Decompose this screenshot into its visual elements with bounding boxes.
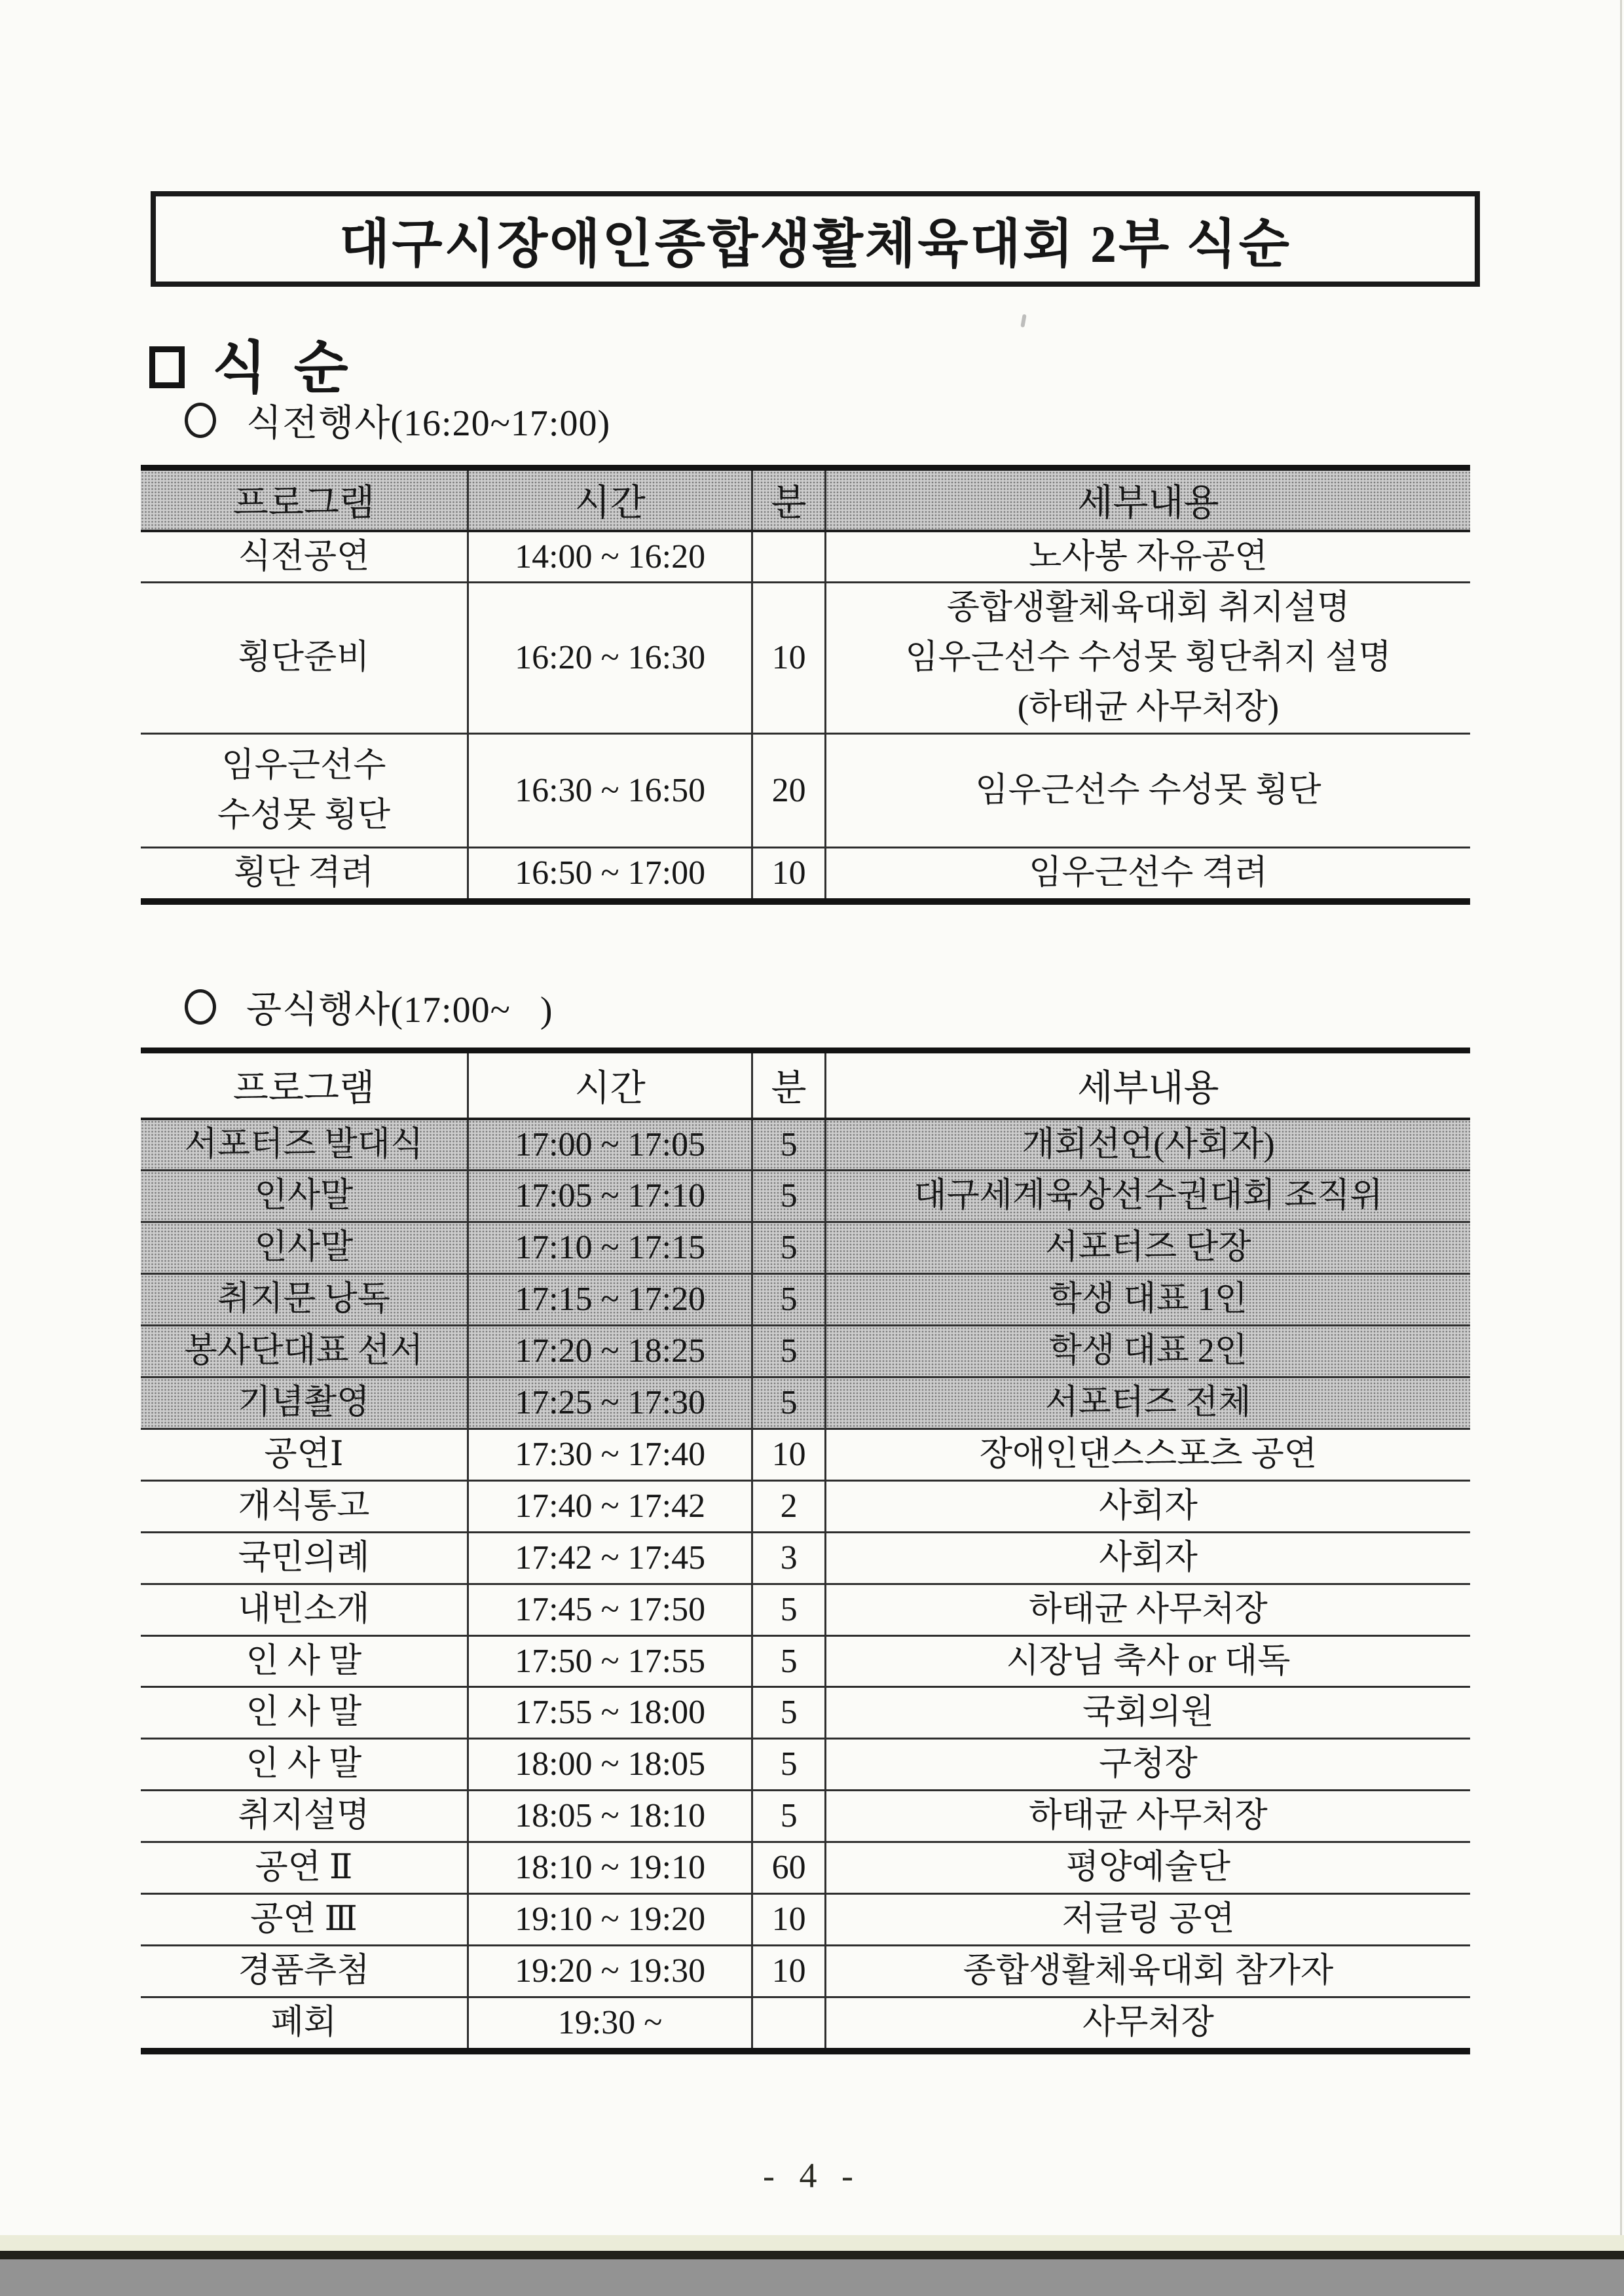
minutes-cell: 20 xyxy=(752,734,826,848)
minutes-cell: 5 xyxy=(752,1119,826,1171)
minutes-cell xyxy=(752,531,826,583)
title-box xyxy=(151,191,1480,287)
minutes-cell: 5 xyxy=(752,1222,826,1274)
minutes-cell: 2 xyxy=(752,1480,826,1532)
table-row xyxy=(141,734,1470,848)
program-cell: 국민의례 xyxy=(141,1532,468,1584)
program-cell: 임우근선수 수성못 횡단 xyxy=(141,734,468,848)
table-row xyxy=(141,1894,1470,1946)
program-cell: 폐회 xyxy=(270,2003,337,2041)
program-cell: 횡단 격려 xyxy=(233,854,374,892)
minutes-cell: 5 xyxy=(752,1687,826,1739)
column-header: 분 xyxy=(752,1051,826,1119)
table-row xyxy=(141,1171,1470,1222)
time-cell: 17:20 ~ 18:25 xyxy=(468,1326,752,1377)
detail-cell: 개회선언(사회자) xyxy=(825,1119,1470,1171)
program-cell: 공연 Ⅱ xyxy=(141,1842,468,1894)
time-cell: 16:50 ~ 17:00 xyxy=(468,848,752,902)
program-cell: 공연Ⅰ xyxy=(141,1429,468,1480)
table-row xyxy=(141,1842,1470,1894)
minutes-cell: 10 xyxy=(752,583,826,734)
column-header: 세부내용 xyxy=(825,468,1470,531)
program-cell: 서포터즈 발대식 xyxy=(141,1119,468,1171)
time-cell: 19:30 ~ xyxy=(468,1997,752,2050)
detail-cell: 시장님 축사 or 대독 xyxy=(825,1635,1470,1687)
program-cell: 기념촬영 xyxy=(141,1377,468,1429)
minutes-cell: 5 xyxy=(752,1739,826,1791)
time-cell: 17:40 ~ 17:42 xyxy=(468,1480,752,1532)
program-cell: 경품추첨 xyxy=(141,1946,468,1997)
table-row xyxy=(141,531,1470,583)
detail-cell: 저글링 공연 xyxy=(825,1894,1470,1946)
section-heading-siksun xyxy=(149,322,355,403)
minutes-cell xyxy=(752,1997,826,2050)
table-row xyxy=(141,1119,1470,1171)
detail-cell: 학생 대표 1인 xyxy=(825,1274,1470,1326)
subsection-heading-label: 식전행사(16:20~17:00) xyxy=(246,403,611,444)
detail-cell: 사회자 xyxy=(825,1480,1470,1532)
table-row xyxy=(141,1222,1470,1274)
detail-cell: 사회자 xyxy=(825,1532,1470,1584)
circle-bullet-icon xyxy=(185,989,216,1025)
program-cell: 공연 Ⅲ xyxy=(141,1894,468,1946)
table-row xyxy=(141,848,1470,902)
column-header: 세부내용 xyxy=(825,1051,1470,1119)
scan-speck-artifact xyxy=(1020,314,1026,328)
detail-cell: 종합생활체육대회 취지설명 임우근선수 수성못 횡단취지 설명 (하태균 사무처장) xyxy=(825,583,1470,734)
detail-cell: 하태균 사무처장 xyxy=(825,1791,1470,1842)
detail-cell: 구청장 xyxy=(825,1739,1470,1791)
scan-bottom-band-cream xyxy=(0,2235,1624,2251)
minutes-cell: 60 xyxy=(752,1842,826,1894)
detail-cell: 학생 대표 2인 xyxy=(825,1326,1470,1377)
time-cell: 16:30 ~ 16:50 xyxy=(468,734,752,848)
detail-cell: 사무처장 xyxy=(825,1997,1470,2050)
detail-cell: 서포터즈 단장 xyxy=(825,1222,1470,1274)
table-row xyxy=(141,1377,1470,1429)
minutes-cell: 10 xyxy=(752,1894,826,1946)
minutes-cell: 5 xyxy=(752,1635,826,1687)
table-row xyxy=(141,1480,1470,1532)
detail-cell: 장애인댄스스포츠 공연 xyxy=(825,1429,1470,1480)
minutes-cell: 10 xyxy=(752,1429,826,1480)
column-header: 시간 xyxy=(468,468,752,531)
time-cell: 16:20 ~ 16:30 xyxy=(468,583,752,734)
detail-cell: 국회의원 xyxy=(825,1687,1470,1739)
detail-cell: 평양예술단 xyxy=(825,1842,1470,1894)
table-row xyxy=(141,1532,1470,1584)
table-row xyxy=(141,1429,1470,1480)
program-cell: 인 사 말 xyxy=(141,1739,468,1791)
time-cell: 18:00 ~ 18:05 xyxy=(468,1739,752,1791)
time-cell: 17:05 ~ 17:10 xyxy=(468,1171,752,1222)
square-bullet-icon xyxy=(149,346,185,388)
minutes-cell: 5 xyxy=(752,1274,826,1326)
minutes-cell: 5 xyxy=(752,1326,826,1377)
program-cell: 취지설명 xyxy=(141,1791,468,1842)
program-cell: 횡단준비 xyxy=(141,583,468,734)
minutes-cell: 3 xyxy=(752,1532,826,1584)
time-cell: 17:45 ~ 17:50 xyxy=(468,1584,752,1635)
time-cell: 17:42 ~ 17:45 xyxy=(468,1532,752,1584)
circle-bullet-icon xyxy=(185,403,216,438)
time-cell: 19:10 ~ 19:20 xyxy=(468,1894,752,1946)
scan-bottom-band-dark xyxy=(0,2251,1624,2259)
subsection-heading-pre-event xyxy=(185,394,610,446)
time-cell: 18:05 ~ 18:10 xyxy=(468,1791,752,1842)
scan-bottom-band-gray xyxy=(0,2259,1624,2296)
header-row xyxy=(141,1051,1470,1119)
detail-cell: 임우근선수 격려 xyxy=(825,848,1470,902)
time-cell: 19:20 ~ 19:30 xyxy=(468,1946,752,1997)
time-cell: 17:50 ~ 17:55 xyxy=(468,1635,752,1687)
detail-cell: 종합생활체육대회 참가자 xyxy=(825,1946,1470,1997)
column-header: 시간 xyxy=(468,1051,752,1119)
detail-cell: 하태균 사무처장 xyxy=(825,1584,1470,1635)
table-row xyxy=(141,1946,1470,1997)
minutes-cell: 10 xyxy=(752,1946,826,1997)
section-heading-label: 식 순 xyxy=(212,337,355,399)
pre-event-schedule-table xyxy=(141,465,1470,905)
program-cell: 인 사 말 xyxy=(141,1687,468,1739)
table-row xyxy=(141,1997,1470,2050)
column-header: 프로그램 xyxy=(141,1051,468,1119)
subsection-heading-label: 공식행사(17:00~ ) xyxy=(246,990,553,1030)
program-cell: 개식통고 xyxy=(141,1480,468,1532)
detail-cell: 임우근선수 수성못 횡단 xyxy=(825,734,1470,848)
time-cell: 17:25 ~ 17:30 xyxy=(468,1377,752,1429)
time-cell: 17:10 ~ 17:15 xyxy=(468,1222,752,1274)
table-row xyxy=(141,1274,1470,1326)
program-cell: 봉사단대표 선서 xyxy=(141,1326,468,1377)
minutes-cell: 5 xyxy=(752,1171,826,1222)
time-cell: 14:00 ~ 16:20 xyxy=(468,531,752,583)
detail-cell: 대구세계육상선수권대회 조직위 xyxy=(825,1171,1470,1222)
table-row xyxy=(141,583,1470,734)
subsection-heading-official-event xyxy=(185,981,553,1033)
official-event-schedule-table xyxy=(141,1048,1470,2054)
column-header: 분 xyxy=(752,468,826,531)
time-cell: 17:30 ~ 17:40 xyxy=(468,1429,752,1480)
table-row xyxy=(141,1635,1470,1687)
scan-edge-line xyxy=(1620,0,1622,2235)
table-row xyxy=(141,1739,1470,1791)
detail-cell: 노사봉 자유공연 xyxy=(825,531,1470,583)
table-row xyxy=(141,1326,1470,1377)
table-row xyxy=(141,1791,1470,1842)
column-header: 프로그램 xyxy=(141,468,468,531)
program-cell: 인사말 xyxy=(141,1222,468,1274)
program-cell: 인사말 xyxy=(141,1171,468,1222)
minutes-cell: 10 xyxy=(752,848,826,902)
minutes-cell: 5 xyxy=(752,1584,826,1635)
program-cell: 취지문 낭독 xyxy=(141,1274,468,1326)
minutes-cell: 5 xyxy=(752,1377,826,1429)
program-cell: 식전공연 xyxy=(141,531,468,583)
page-number: - 4 - xyxy=(763,2156,861,2195)
time-cell: 18:10 ~ 19:10 xyxy=(468,1842,752,1894)
table-row xyxy=(141,1687,1470,1739)
program-cell: 내빈소개 xyxy=(141,1584,468,1635)
detail-cell: 서포터즈 전체 xyxy=(825,1377,1470,1429)
header-row xyxy=(141,468,1470,531)
program-cell: 인 사 말 xyxy=(141,1635,468,1687)
document-title: 대구시장애인종합생활체육대회 2부 식순 xyxy=(339,215,1291,274)
time-cell: 17:00 ~ 17:05 xyxy=(468,1119,752,1171)
minutes-cell: 5 xyxy=(752,1791,826,1842)
time-cell: 17:15 ~ 17:20 xyxy=(468,1274,752,1326)
time-cell: 17:55 ~ 18:00 xyxy=(468,1687,752,1739)
table-row xyxy=(141,1584,1470,1635)
